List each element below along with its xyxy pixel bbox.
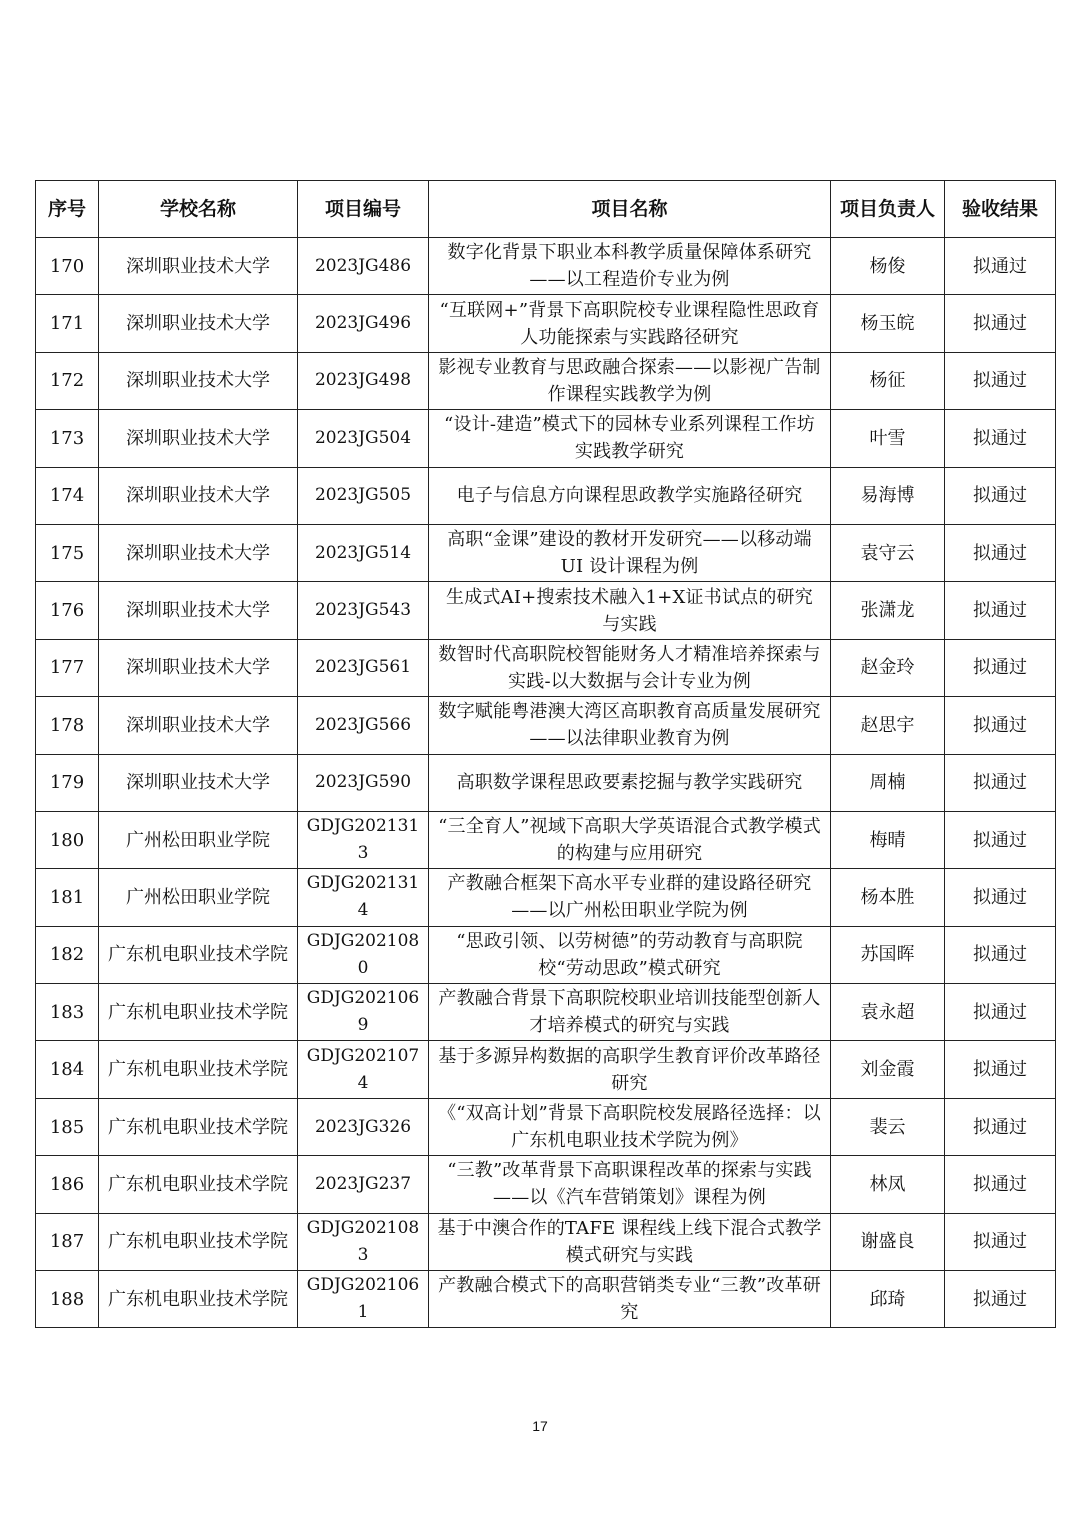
table-row [36,869,1056,926]
cell-result: 拟通过 [945,1271,1056,1328]
table-body [36,238,1056,1328]
table-row [36,352,1056,409]
cell-project-title: 产教融合框架下高水平专业群的建设路径研究——以广州松田职业学院为例 [429,869,831,926]
cell-result: 拟通过 [945,410,1056,467]
cell-school: 广东机电职业技术学院 [99,1213,298,1270]
cell-school: 深圳职业技术大学 [99,639,298,696]
cell-school: 广东机电职业技术学院 [99,1041,298,1098]
cell-project-title: 电子与信息方向课程思政教学实施路径研究 [429,467,831,524]
cell-project-title: 数字赋能粤港澳大湾区高职教育高质量发展研究——以法律职业教育为例 [429,697,831,754]
cell-project-code: 2023JG566 [298,697,429,754]
cell-seq: 175 [36,524,99,581]
cell-result: 拟通过 [945,1156,1056,1213]
cell-seq: 184 [36,1041,99,1098]
cell-project-code: 2023JG543 [298,582,429,639]
table-row [36,238,1056,295]
cell-school: 深圳职业技术大学 [99,295,298,352]
table-row [36,582,1056,639]
cell-project-title: 生成式AI+搜索技术融入1+X证书试点的研究与实践 [429,582,831,639]
cell-seq: 183 [36,984,99,1041]
table-row [36,524,1056,581]
table-header [36,181,1056,238]
cell-project-code: GDJG2021083 [298,1213,429,1270]
cell-school: 深圳职业技术大学 [99,697,298,754]
table-row [36,697,1056,754]
cell-project-title: 基于多源异构数据的高职学生教育评价改革路径研究 [429,1041,831,1098]
cell-school: 广东机电职业技术学院 [99,1156,298,1213]
cell-seq: 172 [36,352,99,409]
cell-project-title: 高职数学课程思政要素挖掘与教学实践研究 [429,754,831,811]
cell-leader: 苏国晖 [831,926,945,983]
header-row [36,181,1056,238]
cell-seq: 188 [36,1271,99,1328]
cell-project-code: 2023JG498 [298,352,429,409]
cell-school: 广东机电职业技术学院 [99,1271,298,1328]
header-code: 项目编号 [298,181,429,238]
cell-school: 深圳职业技术大学 [99,524,298,581]
header-result: 验收结果 [945,181,1056,238]
cell-seq: 187 [36,1213,99,1270]
cell-project-code: 2023JG504 [298,410,429,467]
cell-seq: 174 [36,467,99,524]
cell-result: 拟通过 [945,467,1056,524]
cell-leader: 梅晴 [831,811,945,868]
header-seq: 序号 [36,181,99,238]
cell-seq: 186 [36,1156,99,1213]
page-number: 17 [532,1418,548,1434]
cell-seq: 178 [36,697,99,754]
cell-project-title: 高职“金课”建设的教材开发研究——以移动端UI 设计课程为例 [429,524,831,581]
cell-project-code: GDJG2021314 [298,869,429,926]
cell-project-title: “互联网+”背景下高职院校专业课程隐性思政育人功能探索与实践路径研究 [429,295,831,352]
cell-seq: 170 [36,238,99,295]
cell-seq: 179 [36,754,99,811]
cell-result: 拟通过 [945,984,1056,1041]
cell-leader: 邱琦 [831,1271,945,1328]
cell-leader: 裴云 [831,1098,945,1155]
table-row [36,410,1056,467]
table-row [36,639,1056,696]
table-row [36,811,1056,868]
cell-project-title: 《“双高计划”背景下高职院校发展路径选择：以广东机电职业技术学院为例》 [429,1098,831,1155]
cell-project-title: “三教”改革背景下高职课程改革的探索与实践——以《汽车营销策划》课程为例 [429,1156,831,1213]
cell-leader: 杨本胜 [831,869,945,926]
cell-leader: 易海博 [831,467,945,524]
cell-seq: 171 [36,295,99,352]
cell-result: 拟通过 [945,754,1056,811]
cell-project-title: 数智时代高职院校智能财务人才精准培养探索与实践-以大数据与会计专业为例 [429,639,831,696]
cell-result: 拟通过 [945,869,1056,926]
cell-seq: 176 [36,582,99,639]
cell-result: 拟通过 [945,1098,1056,1155]
header-school: 学校名称 [99,181,298,238]
cell-seq: 173 [36,410,99,467]
cell-project-title: 基于中澳合作的TAFE 课程线上线下混合式教学模式研究与实践 [429,1213,831,1270]
cell-project-title: 数字化背景下职业本科教学质量保障体系研究——以工程造价专业为例 [429,238,831,295]
table-row [36,1041,1056,1098]
table-row [36,295,1056,352]
cell-school: 深圳职业技术大学 [99,467,298,524]
cell-seq: 180 [36,811,99,868]
cell-project-code: GDJG2021313 [298,811,429,868]
cell-project-title: “思政引领、以劳树德”的劳动教育与高职院校“劳动思政”模式研究 [429,926,831,983]
cell-project-title: 产教融合模式下的高职营销类专业“三教”改革研究 [429,1271,831,1328]
cell-leader: 杨俊 [831,238,945,295]
cell-leader: 袁守云 [831,524,945,581]
cell-project-code: 2023JG237 [298,1156,429,1213]
cell-school: 广东机电职业技术学院 [99,1098,298,1155]
table-row [36,1098,1056,1155]
cell-result: 拟通过 [945,1213,1056,1270]
cell-seq: 177 [36,639,99,696]
cell-seq: 182 [36,926,99,983]
cell-leader: 刘金霞 [831,1041,945,1098]
cell-leader: 张潇龙 [831,582,945,639]
table-row [36,1213,1056,1270]
cell-leader: 叶雪 [831,410,945,467]
cell-project-code: 2023JG561 [298,639,429,696]
table-row [36,754,1056,811]
cell-result: 拟通过 [945,811,1056,868]
cell-leader: 杨玉皖 [831,295,945,352]
cell-school: 深圳职业技术大学 [99,754,298,811]
cell-seq: 185 [36,1098,99,1155]
cell-result: 拟通过 [945,639,1056,696]
cell-result: 拟通过 [945,352,1056,409]
cell-project-code: 2023JG514 [298,524,429,581]
cell-project-code: 2023JG326 [298,1098,429,1155]
cell-project-code: 2023JG590 [298,754,429,811]
cell-result: 拟通过 [945,524,1056,581]
cell-project-code: 2023JG496 [298,295,429,352]
cell-result: 拟通过 [945,1041,1056,1098]
cell-leader: 赵思宇 [831,697,945,754]
cell-leader: 袁永超 [831,984,945,1041]
cell-result: 拟通过 [945,697,1056,754]
table-row [36,984,1056,1041]
cell-leader: 赵金玲 [831,639,945,696]
table-row [36,926,1056,983]
table-row [36,467,1056,524]
cell-result: 拟通过 [945,582,1056,639]
cell-school: 深圳职业技术大学 [99,352,298,409]
cell-leader: 杨征 [831,352,945,409]
header-leader: 项目负责人 [831,181,945,238]
header-title: 项目名称 [429,181,831,238]
cell-project-code: GDJG2021074 [298,1041,429,1098]
cell-leader: 林凤 [831,1156,945,1213]
cell-school: 深圳职业技术大学 [99,410,298,467]
cell-school: 深圳职业技术大学 [99,238,298,295]
cell-project-code: 2023JG486 [298,238,429,295]
table-row [36,1156,1056,1213]
project-acceptance-table [35,180,1056,1328]
cell-school: 深圳职业技术大学 [99,582,298,639]
cell-school: 广州松田职业学院 [99,869,298,926]
cell-project-code: GDJG2021069 [298,984,429,1041]
cell-school: 广东机电职业技术学院 [99,984,298,1041]
cell-result: 拟通过 [945,295,1056,352]
cell-leader: 周楠 [831,754,945,811]
cell-project-code: GDJG2021080 [298,926,429,983]
cell-project-title: 影视专业教育与思政融合探索——以影视广告制作课程实践教学为例 [429,352,831,409]
cell-seq: 181 [36,869,99,926]
cell-project-code: GDJG2021061 [298,1271,429,1328]
cell-school: 广东机电职业技术学院 [99,926,298,983]
cell-project-title: “设计-建造”模式下的园林专业系列课程工作坊实践教学研究 [429,410,831,467]
cell-school: 广州松田职业学院 [99,811,298,868]
cell-result: 拟通过 [945,926,1056,983]
cell-project-title: 产教融合背景下高职院校职业培训技能型创新人才培养模式的研究与实践 [429,984,831,1041]
cell-project-title: “三全育人”视域下高职大学英语混合式教学模式的构建与应用研究 [429,811,831,868]
cell-project-code: 2023JG505 [298,467,429,524]
cell-result: 拟通过 [945,238,1056,295]
cell-leader: 谢盛良 [831,1213,945,1270]
table-row [36,1271,1056,1328]
